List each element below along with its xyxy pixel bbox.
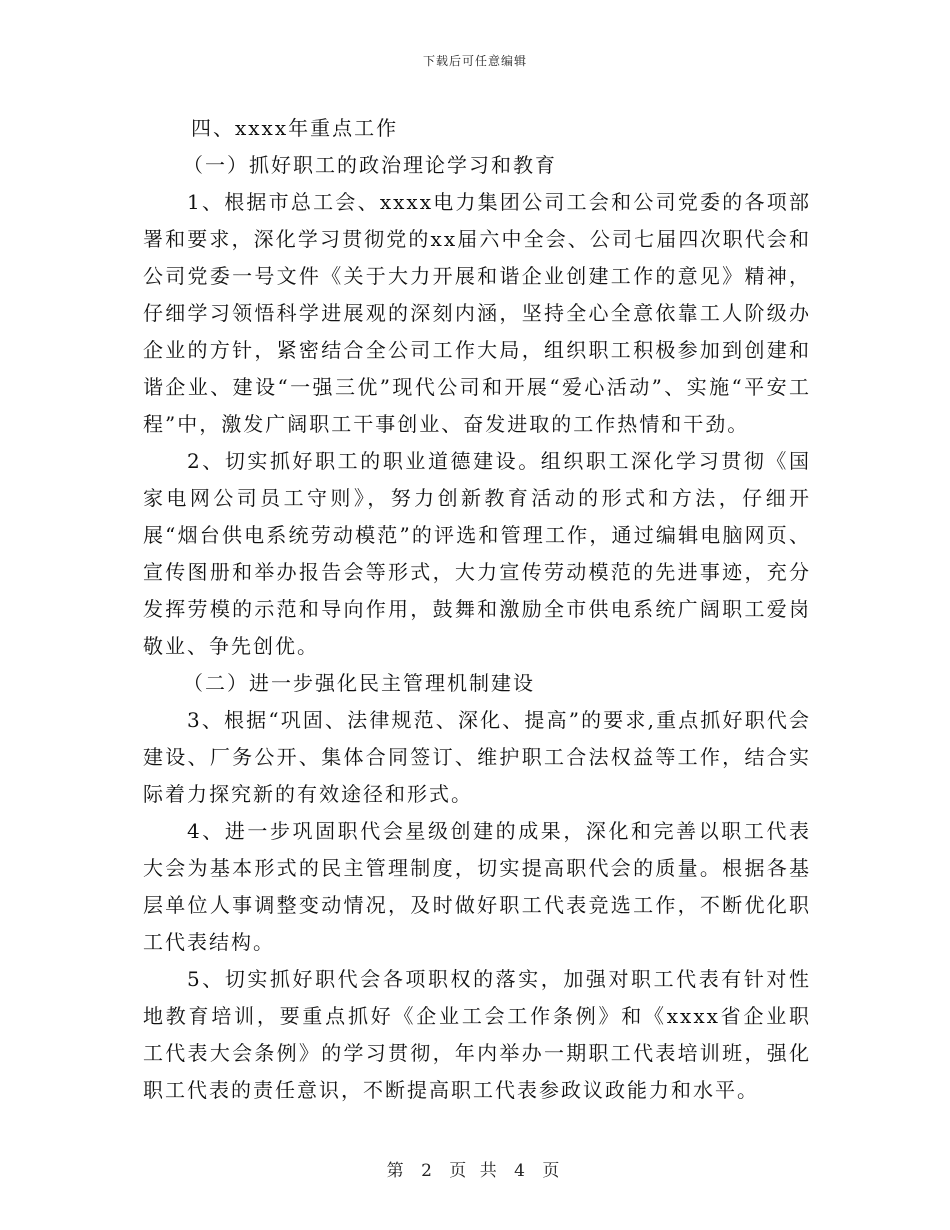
page-footer — [0, 1156, 950, 1181]
footer-page-number: 2 — [421, 1161, 436, 1181]
footer-middle: 页 共 — [449, 1161, 501, 1181]
footer-suffix: 页 — [542, 1161, 564, 1181]
footer-total-pages: 4 — [514, 1161, 529, 1181]
paragraph-5: 5、切实抓好职代会各项职权的落实，加强对职工代表有针对性地教育培训，要重点抓好《企业工会工作条例》和《xxxx省企业职工代表大会条例》的学习贯彻，年内举办一期职工代表培训班，强化职工代表的责任意识，不断提高职工代表参政议政能力和水平。 — [143, 967, 811, 1102]
paragraph-1: 1、根据市总工会、xxxx电力集团公司工会和公司党委的各项部署和要求，深化学习贯彻党的xx届六中全会、公司七届四次职代会和公司党委一号文件《关于大力开展和谐企业创建工作的意见》精神，仔细学习领悟科学进展观的深刻内涵，坚持全心全意依靠工人阶级办企业的方针，紧密结合全公司工作大局，组织职工积极参加到创建和谐企业、建设“一强三优”现代公司和开展“爱心活动”、实施“平安工程”中，激发广阔职工干事创业、奋发进取的工作热情和干劲。 — [143, 190, 811, 436]
section-title: 四、xxxx年重点工作 — [191, 116, 399, 140]
paragraph-3: 3、根据“巩固、法律规范、深化、提高”的要求,重点抓好职代会建设、厂务公开、集体合同签订、维护职工合法权益等工作，结合实际着力探究新的有效途径和形式。 — [143, 708, 811, 806]
paragraph-2: 2、切实抓好职工的职业道德建设。组织职工深化学习贯彻《国家电网公司员工守则》，努力创新教育活动的形式和方法，仔细开展“烟台供电系统劳动模范”的评选和管理工作，通过编辑电脑网页、宣传图册和举办报告会等形式，大力宣传劳动模范的先进事迹，充分发挥劳模的示范和导向作用，鼓舞和激励全市供电系统广阔职工爱岗敬业、争先创优。 — [143, 449, 811, 658]
subsection-title-2: （二）进一步强化民主管理机制建设 — [183, 671, 535, 695]
footer-prefix: 第 — [386, 1161, 408, 1181]
subsection-title-1: （一）抓好职工的政治理论学习和教育 — [183, 153, 557, 177]
paragraph-4: 4、进一步巩固职代会星级创建的成果，深化和完善以职工代表大会为基本形式的民主管理制度，切实提高职代会的质量。根据各基层单位人事调整变动情况，及时做好职工代表竞选工作，不断优化职工代表结构。 — [143, 819, 811, 954]
document-body — [143, 110, 811, 1109]
page-header: 下载后可任意编辑 — [422, 54, 527, 68]
